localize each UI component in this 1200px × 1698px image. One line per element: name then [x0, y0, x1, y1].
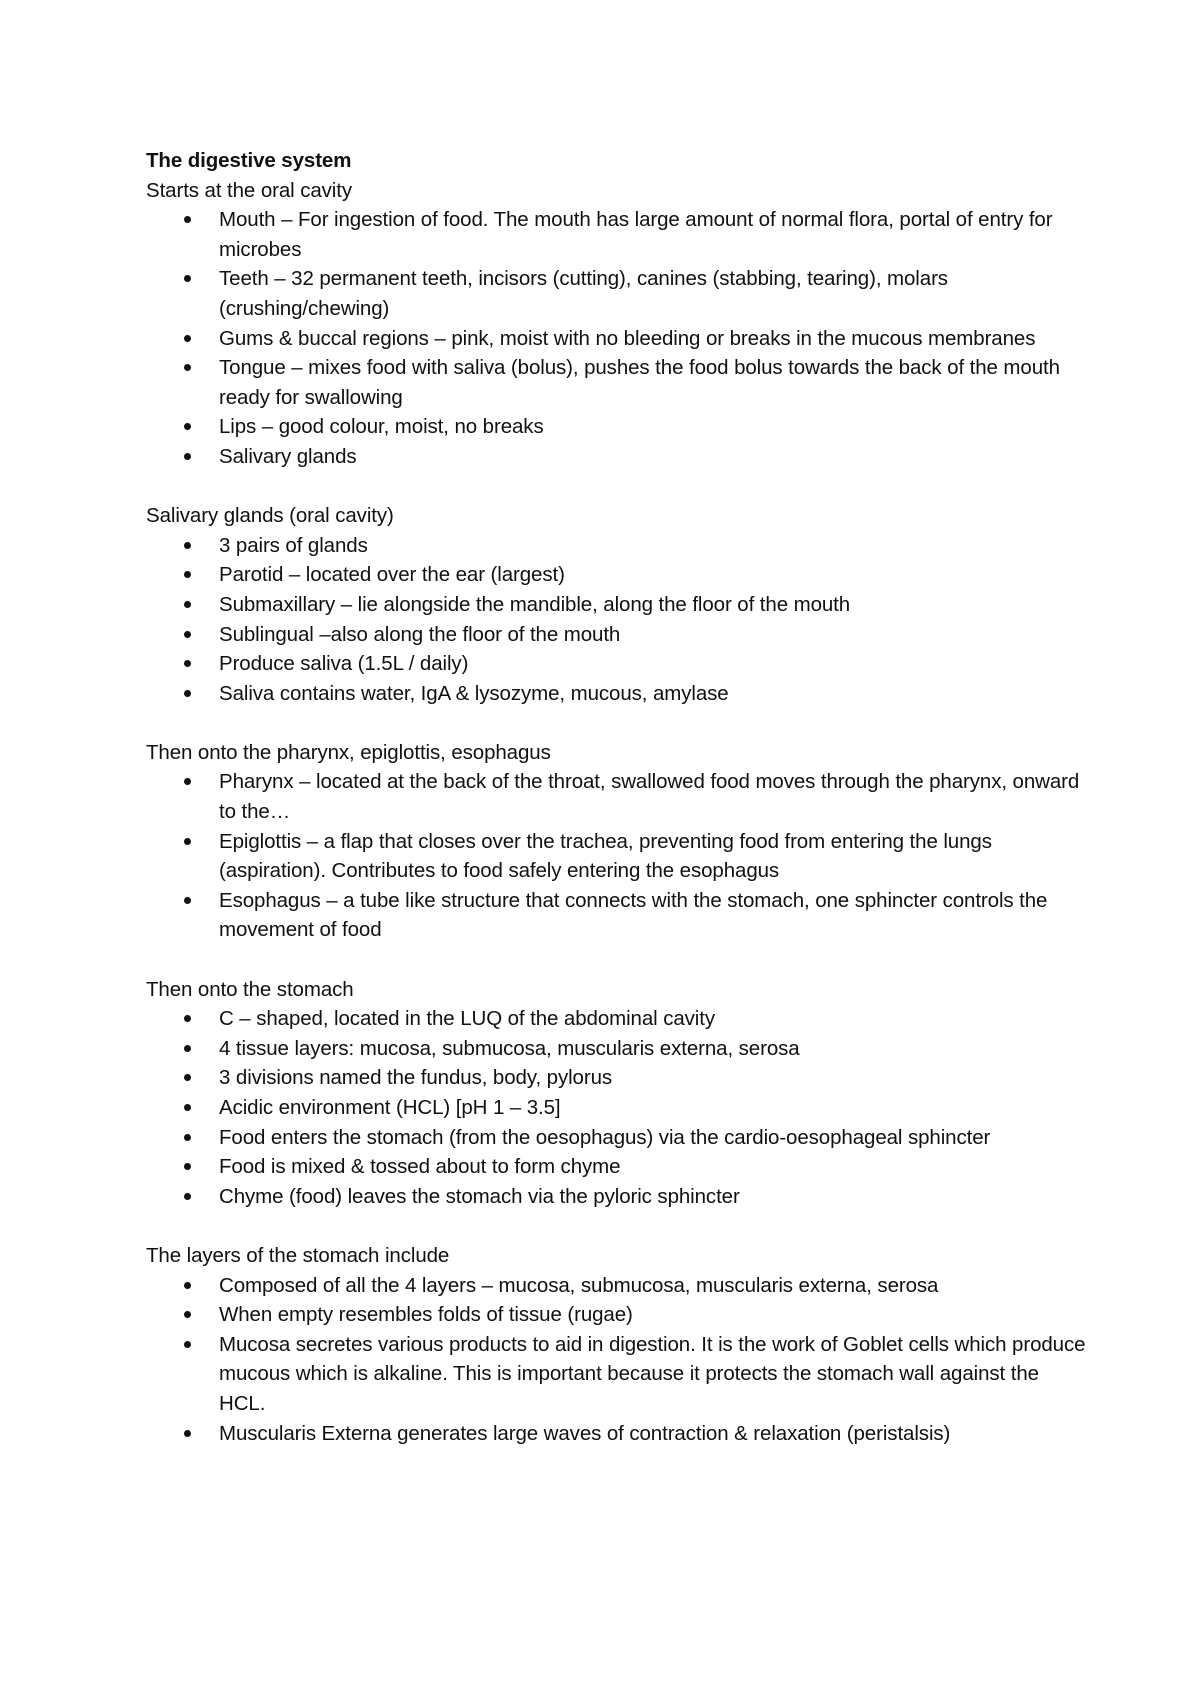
list-item-text: 3 divisions named the fundus, body, pylorus — [219, 1066, 613, 1090]
list-item — [219, 1093, 1086, 1123]
section — [146, 176, 1086, 472]
list-item-text: Salivary glands — [219, 444, 357, 468]
bullet-icon — [184, 897, 191, 904]
bullet-list — [146, 1004, 1086, 1211]
bullet-icon — [184, 1163, 191, 1170]
list-item-text: Submaxillary – lie alongside the mandible, along the floor of the mouth — [219, 592, 851, 616]
list-item-text: Mucosa secretes various products to aid in digestion. It is the work of Goblet cells which produce mucous which is alkaline. This is important because it protects the stomach wall against the HCL. — [219, 1332, 1086, 1415]
bullet-list — [146, 1271, 1086, 1449]
list-item-text: Food is mixed & tossed about to form chyme — [219, 1155, 621, 1179]
section — [146, 501, 1086, 708]
list-item-text: Saliva contains water, IgA & lysozyme, mucous, amylase — [219, 681, 729, 705]
list-item — [219, 1063, 1086, 1093]
list-item — [219, 767, 1086, 826]
bullet-list — [146, 205, 1086, 471]
list-item-text: Sublingual –also along the floor of the mouth — [219, 622, 621, 646]
list-item-text: Tongue – mixes food with saliva (bolus), pushes the food bolus towards the back of the mouth ready for swallowing — [219, 356, 1060, 409]
list-item — [219, 531, 1086, 561]
list-item-text: Pharynx – located at the back of the throat, swallowed food moves through the pharynx, onward to the… — [219, 770, 1080, 824]
bullet-list — [146, 531, 1086, 709]
list-item — [219, 620, 1086, 650]
section-heading: Starts at the oral cavity — [146, 178, 353, 202]
section — [146, 738, 1086, 945]
list-item-text: Gums & buccal regions – pink, moist with no bleeding or breaks in the mucous membranes — [219, 326, 1036, 350]
document-title: The digestive system — [146, 149, 352, 172]
bullet-icon — [184, 1282, 191, 1289]
list-item — [219, 1034, 1086, 1064]
bullet-icon — [184, 1045, 191, 1052]
bullet-icon — [184, 838, 191, 845]
bullet-icon — [184, 1311, 191, 1318]
list-item — [219, 412, 1086, 442]
bullet-icon — [184, 631, 191, 638]
bullet-icon — [184, 1430, 191, 1437]
bullet-icon — [184, 542, 191, 549]
bullet-icon — [184, 660, 191, 667]
list-item — [219, 1123, 1086, 1153]
list-item — [219, 324, 1086, 354]
bullet-icon — [184, 601, 191, 608]
section-heading: Then onto the stomach — [146, 977, 354, 1001]
list-item — [219, 1271, 1086, 1301]
list-item — [219, 1004, 1086, 1034]
list-item — [219, 679, 1086, 709]
bullet-icon — [184, 453, 191, 460]
bullet-icon — [184, 1341, 191, 1348]
section-spacer — [146, 472, 1086, 502]
bullet-icon — [184, 571, 191, 578]
bullet-icon — [184, 423, 191, 430]
section-spacer — [146, 945, 1086, 975]
list-item-text: Produce saliva (1.5L / daily) — [219, 652, 469, 676]
section-spacer — [146, 1211, 1086, 1241]
section-spacer — [146, 708, 1086, 738]
bullet-icon — [184, 216, 191, 223]
list-item-text: Acidic environment (HCL) [pH 1 – 3.5] — [219, 1096, 561, 1119]
bullet-icon — [184, 364, 191, 371]
list-item-text: 3 pairs of glands — [219, 533, 368, 557]
list-item — [219, 1300, 1086, 1330]
list-item-text: Epiglottis – a flap that closes over the trachea, preventing food from entering the lungs (aspiration). Contributes to food safely entering the esophagus — [219, 829, 992, 883]
bullet-icon — [184, 1074, 191, 1081]
bullet-icon — [184, 1104, 191, 1111]
list-item — [219, 353, 1086, 412]
list-item — [219, 1182, 1086, 1212]
document-sections — [146, 176, 1086, 1449]
bullet-icon — [184, 1193, 191, 1200]
list-item-text: Chyme (food) leaves the stomach via the pyloric sphincter — [219, 1184, 740, 1208]
list-item-text: Mouth – For ingestion of food. The mouth has large amount of normal flora, portal of entry for microbes — [219, 208, 1053, 261]
list-item-text: C – shaped, located in the LUQ of the abdominal cavity — [219, 1007, 716, 1031]
section-heading: Salivary glands (oral cavity) — [146, 504, 394, 528]
list-item-text: Esophagus – a tube like structure that connects with the stomach, one sphincter controls the movement of food — [219, 888, 1048, 942]
list-item-text: Muscularis Externa generates large waves of contraction & relaxation (peristalsis) — [219, 1421, 951, 1445]
list-item-text: When empty resembles folds of tissue (rugae) — [219, 1303, 633, 1327]
section-heading: Then onto the pharynx, epiglottis, esophagus — [146, 740, 551, 764]
bullet-icon — [184, 1134, 191, 1141]
bullet-icon — [184, 1015, 191, 1022]
list-item — [219, 560, 1086, 590]
list-item — [219, 205, 1086, 264]
list-item — [219, 1419, 1086, 1449]
list-item-text: Composed of all the 4 layers – mucosa, submucosa, muscularis externa, serosa — [219, 1273, 939, 1297]
list-item — [219, 1152, 1086, 1182]
list-item — [219, 1330, 1086, 1419]
list-item — [219, 590, 1086, 620]
list-item-text: Lips – good colour, moist, no breaks — [219, 415, 544, 439]
list-item — [219, 886, 1086, 945]
list-item — [219, 827, 1086, 886]
bullet-list — [146, 767, 1086, 945]
list-item-text: Teeth – 32 permanent teeth, incisors (cutting), canines (stabbing, tearing), molars (crushing/chewing) — [219, 267, 948, 320]
list-item — [219, 264, 1086, 323]
bullet-icon — [184, 335, 191, 342]
bullet-icon — [184, 275, 191, 282]
list-item — [219, 442, 1086, 472]
section-heading: The layers of the stomach include — [146, 1243, 450, 1267]
list-item-text: Food enters the stomach (from the oesophagus) via the cardio-oesophageal sphincter — [219, 1125, 991, 1149]
section — [146, 1241, 1086, 1448]
bullet-icon — [184, 778, 191, 785]
list-item — [219, 649, 1086, 679]
bullet-icon — [184, 690, 191, 697]
list-item-text: 4 tissue layers: mucosa, submucosa, muscularis externa, serosa — [219, 1036, 800, 1060]
list-item-text: Parotid – located over the ear (largest) — [219, 563, 565, 587]
section — [146, 975, 1086, 1212]
document-page — [146, 146, 1086, 1448]
